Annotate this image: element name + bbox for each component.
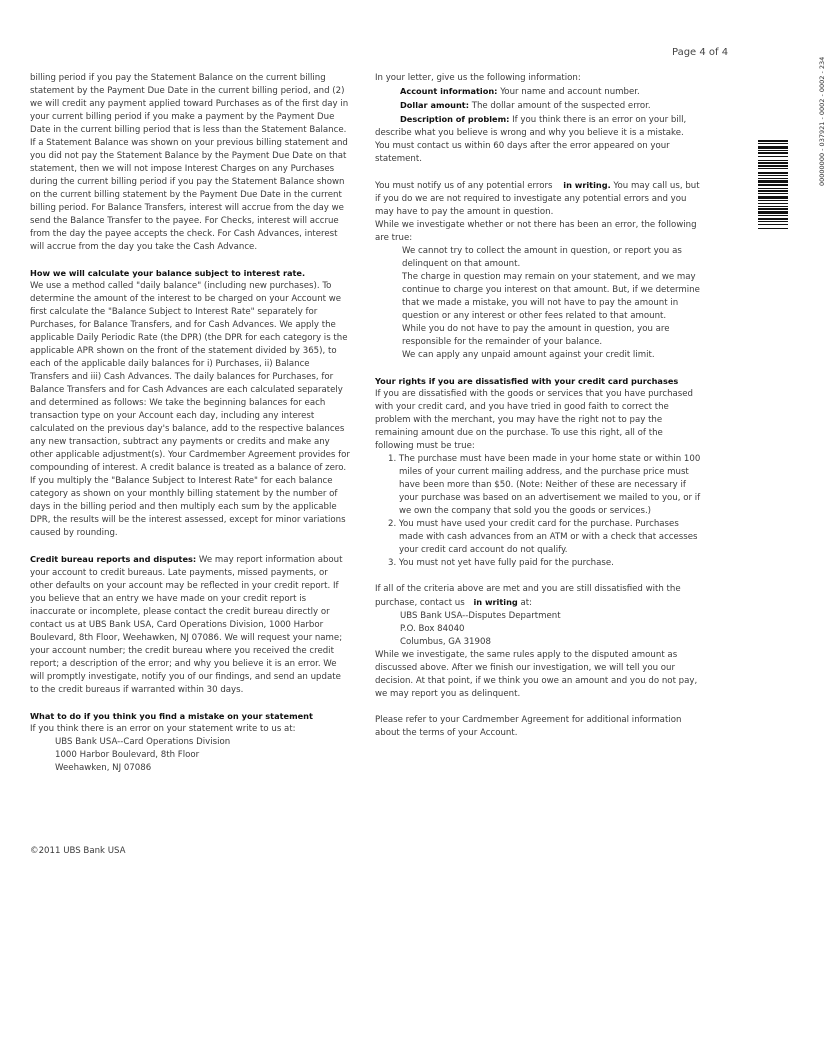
investigation-item-2: The charge in question may remain on your statement, and we may continue to charge you interest on that amount. But, if we determine that we made a mistake, you will not have to pay the amount in question or any interest or other fees related to that amount. [402, 272, 700, 321]
barcode-bar [758, 221, 788, 222]
address-line-3: Weehawken, NJ 07086 [55, 763, 152, 773]
barcode-bar [758, 156, 788, 157]
credit-bureau-text: We may report information about your account to credit bureaus. Late payments, missed payments, or other defaults on your account may be reflected in your credit report. If you believe that an entry we have made on your credit report is inaccurate or incomplete, please contact the credit bureau directly or contact us at UBS Bank USA, Card Operations Division, 1000 Harbor Boulevard, 8th Floor, Weehawken, NJ 07086. We will request your name; your account number; the credit bureau where you received the credit report; a description of the error; and why you believe it is an error. We will promptly investigate, notify you of our findings, and send an update to the credit bureaus if warranted within 30 days. [30, 555, 343, 695]
copyright: ©2011 UBS Bank USA [30, 846, 126, 856]
barcode [758, 140, 788, 335]
dollar-amount-label: Dollar amount: [400, 100, 469, 110]
balance-heading: How we will calculate your balance subject to interest rate. [30, 268, 306, 278]
rights-paragraph: If you are dissatisfied with the goods or services that you have purchased with your credit card, and you have tried in good faith to correct the problem with the merchant, you may have the right not to pay the remaining amount due on the purchase. To use this right, all of the following must be true: [375, 389, 694, 451]
barcode-bar [758, 196, 788, 199]
criteria-bold: in writing [473, 597, 518, 607]
balance-paragraph: We use a method called "daily balance" (including new purchases). To determine the amount of the interest to be charged on your Account we first calculate the "Balance Subject to Interest Rate" separately for Purchases, for Balance Transfers, and for Cash Advances. We apply the applicable Daily Periodic Rate (the DPR) (the DPR for each category is the applicable APR shown on the front of the statement divided by 365), to each of the applicable daily balances for i) Purchases, ii) Balance Transfers and iii) Cash Advances. The daily balances for Purchases, for Balance Transfers and for Cash Advances are each calculated separately and determined as follows: We take the beginning balances for each transaction type on your Account each day, including any interest calculated on the previous day's balance, add to the respective balances any new transaction, subtract any payments or credits and make any other applicable adjustment(s). Your Cardmember Agreement provides for compounding of interest. A credit balance is treated as a balance of zero. If you multiply the "Balance Subject to Interest Rate" for each balance category as shown on your monthly billing statement by the number of days in the billing period and then multiply each sum by the applicable DPR, the results will be the interest assessed, except for minor variations caused by rounding. [30, 281, 350, 538]
investigation-item-3: While you do not have to pay the amount in question, you are responsible for the remainder of your balance. [402, 324, 670, 347]
barcode-bar [758, 190, 788, 192]
credit-bureau-heading: Credit bureau reports and disputes: [30, 554, 197, 564]
credit-bureau-paragraph [30, 553, 350, 697]
refer-paragraph: Please refer to your Cardmember Agreement for additional information about the terms of your Account. [375, 715, 682, 738]
barcode-bar [758, 165, 788, 167]
criteria-item-3: 3. You must not yet have fully paid for the purchase. [388, 558, 614, 568]
criteria-item-1: 1. The purchase must have been made in your home state or within 100 miles of your current mailing address, and the purchase price must have been more than $50. (Note: Neither of these are necessary if your purchase was based on an advertisement we mailed to you, or if we own the company that sold you the goods or services.) [388, 454, 701, 516]
address-line-1: UBS Bank USA--Card Operations Division [55, 737, 231, 747]
barcode-bar [758, 215, 788, 216]
criteria-item-2: 2. You must have used your credit card for the purchase. Purchases made with cash advances from an ATM or with a check that accesses your credit card account do not qualify. [388, 519, 698, 555]
barcode-bar [758, 180, 788, 183]
dollar-amount-text: The dollar amount of the suspected error. [468, 101, 651, 111]
notify-pre: You must notify us of any potential errors [375, 181, 556, 191]
barcode-bar [758, 175, 788, 176]
barcode-bar [758, 208, 788, 210]
dollar-amount-item [375, 99, 701, 113]
disputes-address-line-3: Columbus, GA 31908 [400, 637, 491, 647]
barcode-bar [758, 162, 788, 164]
account-info-label: Account information: [400, 86, 498, 96]
notify-paragraph [375, 179, 701, 219]
barcode-bar [758, 160, 788, 161]
barcode-bar [758, 193, 788, 194]
barcode-bar [758, 146, 788, 149]
barcode-bar [758, 224, 788, 225]
account-info-item [375, 85, 701, 99]
criteria-post: at: [517, 598, 533, 608]
while-intro: While we investigate whether or not there has been an error, the following are true: [375, 220, 697, 243]
account-info-text: Your name and account number. [497, 87, 640, 97]
barcode-bar [758, 206, 788, 207]
mistake-text: If you think there is an error on your statement write to us at: [30, 724, 296, 734]
grace-period-paragraph: billing period if you pay the Statement Balance on the current billing statement by the Payment Due Date in the current billing period, and (2) we will credit any payment applied toward Purchases as of the first day in your current billing period if you make a payment by the Payment Due Date in the current billing period that is less than the Statement Balance. If a Statement Balance was shown on your previous billing statement and you did not pay the Statement Balance by the Payment Due Date on that statement, then we will not impose Interest Charges on any Purchases during the current billing period if you pay the Statement Balance shown on the current billing statement by the Payment Due Date in the current billing period. For Balance Transfers, interest will accrue from the day we send the Balance Transfer to the payee. For Checks, interest will accrue from the day the payee accepts the check. For Cash Advances, interest will accrue from the day you take the Cash Advance. [30, 73, 349, 252]
right-column [375, 72, 701, 753]
left-column [30, 72, 350, 775]
barcode-bar [758, 218, 788, 220]
description-label: Description of problem: [400, 114, 510, 124]
barcode-bar [758, 152, 788, 154]
address-line-2: 1000 Harbor Boulevard, 8th Floor [55, 750, 200, 760]
barcode-bar [758, 143, 788, 144]
disputes-address [375, 610, 701, 649]
barcode-bar [758, 178, 788, 179]
barcode-bar [758, 203, 788, 204]
barcode-bar [758, 150, 788, 151]
criteria-pre: If all of the criteria above are met and you are still dissatisfied with the purchase, contact us [375, 584, 681, 608]
mistake-heading: What to do if you think you find a mistake on your statement [30, 711, 313, 721]
investigation-item-4: We can apply any unpaid amount against your credit limit. [402, 350, 655, 360]
rights-heading: Your rights if you are dissatisfied with your credit card purchases [375, 376, 679, 386]
barcode-bar [758, 168, 788, 169]
barcode-bar [758, 172, 788, 174]
barcode-bar [758, 200, 788, 201]
barcode-bar [758, 188, 788, 189]
notify-post: You may call us, but if you do we are not required to investigate any potential errors and you may have to pay the amount in question. [375, 181, 700, 217]
disputes-address-line-1: UBS Bank USA--Disputes Department [400, 611, 561, 621]
page-number: Page 4 of 4 [672, 47, 729, 58]
card-ops-address [30, 736, 350, 775]
barcode-bar [758, 140, 788, 142]
barcode-text: 00000000 - 037921 - 0002 - 0002 - 234 [818, 56, 826, 186]
notify-bold: in writing. [563, 180, 611, 190]
letter-intro: In your letter, give us the following information: [375, 73, 581, 83]
barcode-bar [758, 211, 788, 214]
barcode-bar [758, 184, 788, 186]
disputes-address-line-2: P.O. Box 84040 [400, 624, 465, 634]
investigation-item-1: We cannot try to collect the amount in question, or report you as delinquent on that amount. [402, 246, 682, 269]
criteria-list [375, 453, 701, 570]
after-investigation-paragraph: While we investigate, the same rules apply to the disputed amount as discussed above. After we finish our investigation, we will tell you our decision. At that point, if we think you owe an amount and you do not pay, we may report you as delinquent. [375, 650, 698, 699]
description-item [375, 113, 701, 166]
barcode-bar [758, 228, 788, 229]
criteria-paragraph [375, 583, 701, 610]
description-text: If you think there is an error on your bill, describe what you believe is wrong and why you believe it is a mistake. You must contact us within 60 days after the error appeared on your statement. [375, 115, 687, 164]
